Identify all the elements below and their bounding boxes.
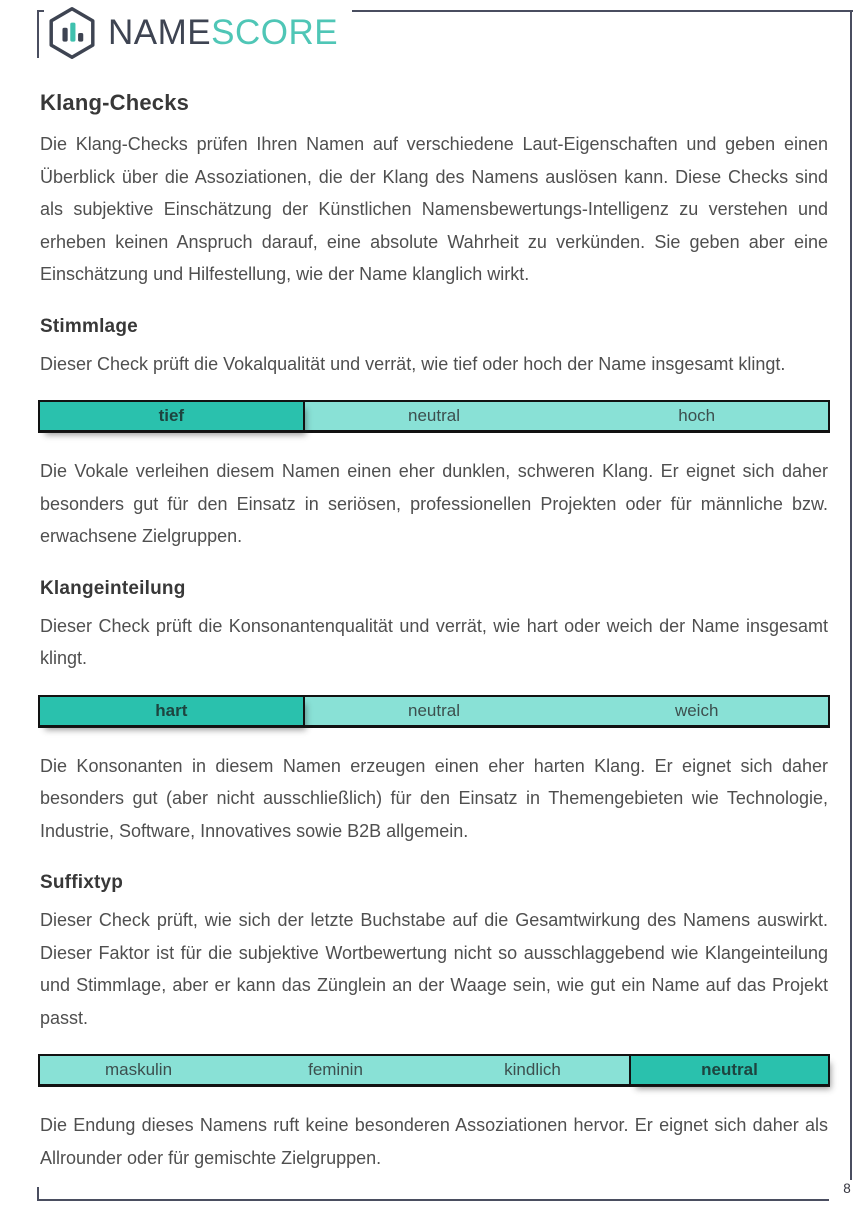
rating-segment-selected: hart: [40, 697, 303, 725]
rating-segment-selected: tief: [40, 402, 303, 430]
brand-name: [108, 13, 338, 53]
brand-name-part: NAME: [108, 13, 212, 52]
rating-bar-klangeinteilung: [38, 695, 830, 728]
page-number: 8: [836, 1181, 858, 1196]
rating-segment-selected: neutral: [631, 1056, 828, 1084]
footer-left-tick: [37, 1187, 39, 1201]
check-result: Die Endung dieses Namens ruft keine besonderen Assoziationen hervor. Er eignet sich daher als Allrounder oder für gemischte Zielgruppen.: [40, 1115, 828, 1168]
check-heading: Suffixtyp: [40, 872, 124, 893]
rating-segment: maskulin: [40, 1056, 237, 1084]
check-description: Dieser Check prüft die Vokalqualität und verrät, wie tief oder hoch der Name insgesamt klingt.: [40, 353, 786, 374]
check-heading: Stimmlage: [40, 315, 138, 337]
check-result: Die Konsonanten in diesem Namen erzeugen einen eher harten Klang. Er eignet sich daher besonders gut (aber nicht ausschließlich) für den Einsatz in Themengebieten wie Technologie, Industrie, Software, Innovatives sowie B2B allgemein.: [40, 755, 828, 841]
rating-segment: hoch: [565, 402, 828, 430]
rating-bar-suffixtyp: [38, 1054, 830, 1087]
rating-segment: feminin: [237, 1056, 434, 1084]
check-heading: Klangeinteilung: [40, 577, 186, 599]
check-description: Dieser Check prüft, wie sich der letzte Buchstabe auf die Gesamtwirkung des Namens auswirkt. Dieser Faktor ist für die subjektive Wortbewertung nicht so ausschlaggebend wie Klangeinteilung und Stimmlage, aber er kann das Zünglein an der Waage sein, wie gut ein Name auf das Projekt passt.: [40, 910, 828, 1028]
page-content: [40, 0, 828, 1174]
check-section-klangeinteilung: [40, 578, 828, 848]
check-section-stimmlage: [40, 316, 828, 553]
check-section-suffixtyp: [40, 872, 828, 1174]
bar-chart-hexagon-icon: [46, 5, 98, 61]
rating-segment: weich: [565, 697, 828, 725]
rating-bar-stimmlage: [38, 400, 830, 433]
rating-segment: neutral: [303, 697, 566, 725]
page-title: Klang-Checks: [40, 90, 190, 115]
brand-logo: [44, 4, 352, 62]
footer-rule: [37, 1199, 829, 1201]
frame-right-rule: [850, 10, 852, 1180]
check-result: Die Vokale verleihen diesem Namen einen eher dunklen, schweren Klang. Er eignet sich daher besonders gut für den Einsatz in seriösen, professionellen Projekten oder für männliche bzw. erwachsene Zielgruppen.: [40, 461, 828, 546]
check-description: Dieser Check prüft die Konsonantenqualität und verrät, wie hart oder weich der Name insgesamt klingt.: [40, 615, 828, 668]
intro-paragraph: Die Klang-Checks prüfen Ihren Namen auf verschiedene Laut-Eigenschaften und geben einen Überblick über die Assoziationen, die der Klang des Namens auslösen kann. Diese Checks sind als subjektive Einschätzung der Künstlichen Namensbewertungs-Intelligenz zu verstehen und erheben keinen Anspruch darauf, eine absolute Wahrheit zu verkünden. Sie geben aber eine Einschätzung und Hilfestellung, wie der Name klanglich wirkt.: [40, 134, 828, 284]
rating-segment: neutral: [303, 402, 566, 430]
brand-score-part: SCORE: [211, 13, 339, 52]
frame-left-tick: [37, 10, 39, 58]
rating-segment: kindlich: [434, 1056, 631, 1084]
